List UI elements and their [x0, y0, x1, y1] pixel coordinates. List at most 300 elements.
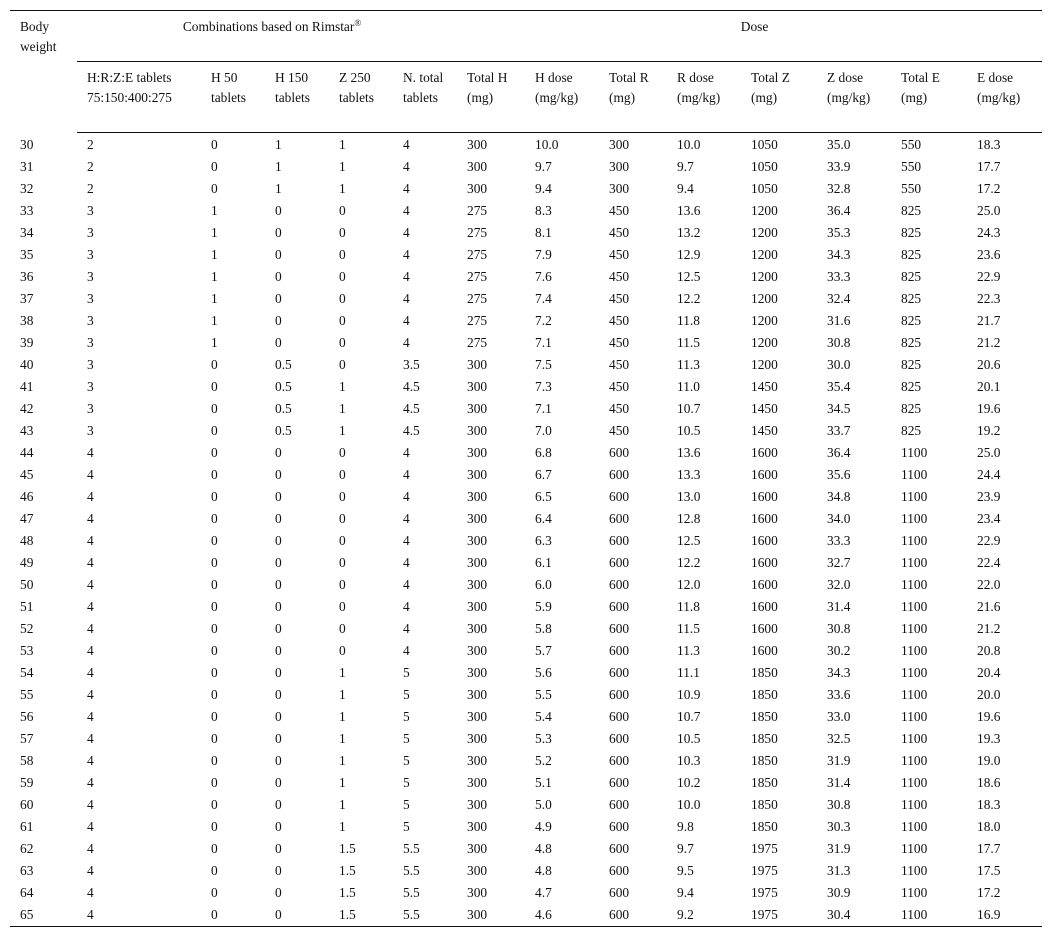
cell-total-tablets: 5	[403, 753, 410, 768]
cell-total-h: 300	[467, 819, 488, 834]
cell-e-dose: 24.3	[977, 225, 1001, 240]
table-row	[10, 618, 1042, 640]
cell-total-e: 1100	[901, 577, 928, 592]
cell-h50-tablets: 0	[211, 159, 218, 174]
cell-r-dose: 11.1	[677, 665, 700, 680]
cell-h150-tablets: 0	[275, 511, 282, 526]
cell-total-tablets: 5	[403, 665, 410, 680]
cell-h-dose: 5.6	[535, 665, 552, 680]
cell-h50-tablets: 0	[211, 357, 218, 372]
cell-h50-tablets: 1	[211, 247, 218, 262]
cell-total-z: 1200	[751, 357, 778, 372]
cell-z250-tablets: 1	[339, 731, 346, 746]
cell-h50-tablets: 0	[211, 577, 218, 592]
cell-e-dose: 19.6	[977, 401, 1001, 416]
cell-r-dose: 10.9	[677, 687, 701, 702]
cell-z250-tablets: 1.5	[339, 863, 356, 878]
cell-r-dose: 9.4	[677, 181, 694, 196]
cell-total-r: 450	[609, 423, 630, 438]
cell-z-dose: 35.3	[827, 225, 851, 240]
cell-z250-tablets: 0	[339, 533, 346, 548]
cell-z250-tablets: 0	[339, 203, 346, 218]
cell-total-e: 825	[901, 401, 922, 416]
cell-h150-tablets: 0	[275, 687, 282, 702]
cell-body-weight: 55	[20, 687, 34, 702]
cell-h-dose: 6.3	[535, 533, 552, 548]
cell-body-weight: 39	[20, 335, 34, 350]
cell-h150-tablets: 0	[275, 291, 282, 306]
cell-h-dose: 8.3	[535, 203, 552, 218]
cell-total-h: 300	[467, 511, 488, 526]
cell-z250-tablets: 1	[339, 797, 346, 812]
cell-h-dose: 5.5	[535, 687, 552, 702]
header-group-combinations	[77, 11, 457, 62]
cell-e-dose: 17.7	[977, 159, 1001, 174]
cell-total-e: 1100	[901, 621, 928, 636]
cell-total-e: 1100	[901, 687, 928, 702]
cell-total-e: 1100	[901, 753, 928, 768]
cell-e-dose: 25.0	[977, 203, 1001, 218]
cell-total-z: 1975	[751, 863, 778, 878]
cell-z-dose: 33.3	[827, 533, 851, 548]
cell-total-z: 1050	[751, 137, 778, 152]
table-row	[10, 288, 1042, 310]
cell-z-dose: 32.7	[827, 555, 851, 570]
cell-total-h: 300	[467, 489, 488, 504]
cell-total-z: 1850	[751, 819, 778, 834]
cell-body-weight: 32	[20, 181, 34, 196]
cell-total-tablets: 5	[403, 731, 410, 746]
header-group-dose: Dose	[457, 11, 1042, 62]
cell-h-dose: 5.4	[535, 709, 552, 724]
cell-h150-tablets: 0.5	[275, 401, 292, 416]
cell-e-dose: 17.2	[977, 885, 1001, 900]
cell-h150-tablets: 0	[275, 467, 282, 482]
cell-total-z: 1850	[751, 665, 778, 680]
cell-total-r: 600	[609, 797, 630, 812]
cell-total-tablets: 4	[403, 599, 410, 614]
cell-e-dose: 17.7	[977, 841, 1001, 856]
cell-hrze-tablets: 4	[87, 709, 94, 724]
table-row	[10, 596, 1042, 618]
table-row	[10, 200, 1042, 222]
cell-z250-tablets: 1	[339, 775, 346, 790]
cell-total-tablets: 4	[403, 247, 410, 262]
cell-h50-tablets: 0	[211, 885, 218, 900]
table-row	[10, 464, 1042, 486]
cell-r-dose: 9.2	[667, 904, 741, 927]
header-col-z-dose: Z dose (mg/kg)	[817, 62, 891, 133]
table-row	[10, 266, 1042, 288]
cell-h-dose: 9.7	[535, 159, 552, 174]
cell-hrze-tablets: 4	[87, 555, 94, 570]
cell-total-e: 1100	[901, 511, 928, 526]
cell-total-h: 300	[467, 423, 488, 438]
cell-body-weight: 31	[20, 159, 34, 174]
cell-h50-tablets: 0	[211, 379, 218, 394]
cell-e-dose: 25.0	[977, 445, 1001, 460]
cell-z250-tablets: 1	[339, 709, 346, 724]
cell-z250-tablets: 0	[339, 225, 346, 240]
table-row	[10, 684, 1042, 706]
cell-z250-tablets: 1	[339, 379, 346, 394]
cell-h50-tablets: 0	[211, 401, 218, 416]
cell-z-dose: 32.5	[827, 731, 851, 746]
cell-hrze-tablets: 4	[87, 599, 94, 614]
cell-body-weight: 52	[20, 621, 34, 636]
cell-hrze-tablets: 4	[87, 467, 94, 482]
cell-total-r: 600	[609, 621, 630, 636]
cell-total-h: 300	[467, 775, 488, 790]
cell-hrze-tablets: 4	[87, 489, 94, 504]
cell-z-dose: 35.6	[827, 467, 851, 482]
header-col-r-dose: R dose (mg/kg)	[667, 62, 741, 133]
cell-total-e: 825	[901, 313, 922, 328]
cell-total-r: 600	[609, 863, 630, 878]
cell-h150-tablets: 0	[275, 731, 282, 746]
cell-total-e: 1100	[901, 841, 928, 856]
cell-total-z: 1600	[751, 533, 778, 548]
cell-total-z: 1450	[751, 401, 778, 416]
cell-z250-tablets: 1	[339, 687, 346, 702]
cell-h-dose: 4.8	[535, 863, 552, 878]
cell-h-dose: 4.8	[535, 841, 552, 856]
cell-r-dose: 12.2	[677, 555, 701, 570]
header-group-combinations-label: Combinations based on Rimstar	[182, 19, 355, 34]
header-col-total-h: Total H (mg)	[457, 62, 525, 133]
cell-e-dose: 19.2	[977, 423, 1001, 438]
cell-body-weight: 65	[10, 904, 77, 927]
cell-h-dose: 7.9	[535, 247, 552, 262]
cell-z250-tablets: 0	[339, 621, 346, 636]
cell-z250-tablets: 1	[339, 819, 346, 834]
cell-z250-tablets: 0	[339, 511, 346, 526]
cell-z-dose: 36.4	[827, 203, 851, 218]
cell-r-dose: 13.6	[677, 445, 701, 460]
cell-hrze-tablets: 4	[87, 797, 94, 812]
cell-total-tablets: 4	[403, 313, 410, 328]
cell-total-r: 600	[609, 885, 630, 900]
cell-r-dose: 9.8	[677, 819, 694, 834]
cell-total-tablets: 4	[403, 291, 410, 306]
cell-z-dose: 30.9	[827, 885, 851, 900]
cell-h-dose: 6.7	[535, 467, 552, 482]
cell-z250-tablets: 1.5	[329, 904, 393, 927]
cell-z-dose: 35.4	[827, 379, 851, 394]
cell-r-dose: 11.3	[677, 357, 700, 372]
cell-z-dose: 31.9	[827, 753, 851, 768]
table-row	[10, 838, 1042, 860]
cell-total-tablets: 4	[403, 269, 410, 284]
cell-total-r: 450	[609, 247, 630, 262]
cell-body-weight: 63	[20, 863, 34, 878]
cell-h50-tablets: 0	[211, 775, 218, 790]
cell-z-dose: 30.3	[827, 819, 851, 834]
cell-total-z: 1600	[751, 643, 778, 658]
cell-total-h: 300	[467, 137, 488, 152]
table-row	[10, 794, 1042, 816]
cell-total-tablets: 4	[403, 137, 410, 152]
cell-total-h: 300	[467, 379, 488, 394]
cell-h-dose: 8.1	[535, 225, 552, 240]
cell-total-z: 1975	[751, 885, 778, 900]
cell-body-weight: 56	[20, 709, 34, 724]
cell-h50-tablets: 0	[211, 423, 218, 438]
cell-body-weight: 48	[20, 533, 34, 548]
cell-total-h: 275	[467, 291, 488, 306]
table-row	[10, 442, 1042, 464]
cell-body-weight: 35	[20, 247, 34, 262]
cell-e-dose: 21.7	[977, 313, 1001, 328]
cell-h-dose: 5.3	[535, 731, 552, 746]
cell-body-weight: 36	[20, 269, 34, 284]
cell-z250-tablets: 1	[339, 401, 346, 416]
cell-e-dose: 20.0	[977, 687, 1001, 702]
cell-h150-tablets: 0	[275, 643, 282, 658]
cell-body-weight: 53	[20, 643, 34, 658]
cell-total-r: 600	[609, 643, 630, 658]
cell-z-dose: 33.9	[827, 159, 851, 174]
cell-hrze-tablets: 4	[87, 445, 94, 460]
cell-hrze-tablets: 3	[87, 335, 94, 350]
cell-z-dose: 31.9	[827, 841, 851, 856]
cell-e-dose: 19.6	[977, 709, 1001, 724]
cell-e-dose: 20.8	[977, 643, 1001, 658]
cell-e-dose: 22.4	[977, 555, 1001, 570]
cell-body-weight: 54	[20, 665, 34, 680]
cell-total-e: 1100	[901, 731, 928, 746]
cell-total-r: 600	[609, 489, 630, 504]
cell-z250-tablets: 1	[339, 423, 346, 438]
cell-r-dose: 10.3	[677, 753, 701, 768]
cell-body-weight: 37	[20, 291, 34, 306]
cell-total-r: 600	[609, 665, 630, 680]
cell-z250-tablets: 0	[339, 599, 346, 614]
cell-total-z: 1975	[741, 904, 817, 927]
cell-total-e: 1100	[901, 797, 928, 812]
cell-e-dose: 20.6	[977, 357, 1001, 372]
cell-total-r: 600	[609, 445, 630, 460]
cell-h50-tablets: 0	[201, 904, 265, 927]
cell-e-dose: 18.3	[977, 797, 1001, 812]
cell-body-weight: 40	[20, 357, 34, 372]
cell-h150-tablets: 0	[275, 599, 282, 614]
cell-z-dose: 31.4	[827, 599, 851, 614]
cell-total-e: 1100	[901, 467, 928, 482]
cell-total-tablets: 4	[403, 555, 410, 570]
table-row	[10, 860, 1042, 882]
cell-total-r: 600	[609, 819, 630, 834]
cell-h-dose: 5.9	[535, 599, 552, 614]
cell-hrze-tablets: 3	[87, 313, 94, 328]
cell-e-dose: 23.9	[977, 489, 1001, 504]
cell-z250-tablets: 0	[339, 643, 346, 658]
cell-r-dose: 11.8	[677, 599, 700, 614]
cell-hrze-tablets: 4	[87, 753, 94, 768]
cell-hrze-tablets: 3	[87, 357, 94, 372]
cell-h50-tablets: 0	[211, 665, 218, 680]
cell-h50-tablets: 1	[211, 225, 218, 240]
cell-h50-tablets: 1	[211, 335, 218, 350]
cell-hrze-tablets: 3	[87, 269, 94, 284]
cell-total-tablets: 5	[403, 687, 410, 702]
table-row	[10, 310, 1042, 332]
cell-r-dose: 13.0	[677, 489, 701, 504]
cell-total-r: 600	[609, 841, 630, 856]
cell-z250-tablets: 0	[339, 357, 346, 372]
cell-total-tablets: 4	[403, 533, 410, 548]
cell-hrze-tablets: 4	[87, 665, 94, 680]
cell-z250-tablets: 1	[339, 753, 346, 768]
cell-total-z: 1200	[751, 247, 778, 262]
cell-total-e: 550	[901, 137, 922, 152]
cell-total-tablets: 4.5	[403, 423, 420, 438]
cell-total-h: 300	[467, 533, 488, 548]
cell-hrze-tablets: 2	[87, 181, 94, 196]
cell-z-dose: 34.8	[827, 489, 851, 504]
cell-z-dose: 34.5	[827, 401, 851, 416]
cell-total-h: 300	[467, 357, 488, 372]
cell-total-r: 300	[609, 159, 630, 174]
cell-total-z: 1850	[751, 775, 778, 790]
cell-h50-tablets: 0	[211, 533, 218, 548]
cell-h150-tablets: 0	[275, 709, 282, 724]
cell-h150-tablets: 0	[275, 841, 282, 856]
cell-total-tablets: 5.5	[393, 904, 457, 927]
cell-total-e: 1100	[901, 819, 928, 834]
cell-hrze-tablets: 2	[87, 137, 94, 152]
cell-z250-tablets: 0	[339, 291, 346, 306]
cell-e-dose: 24.4	[977, 467, 1001, 482]
cell-h-dose: 7.1	[535, 335, 552, 350]
cell-z-dose: 30.2	[827, 643, 851, 658]
cell-total-h: 275	[467, 313, 488, 328]
cell-h150-tablets: 0	[275, 533, 282, 548]
cell-body-weight: 60	[20, 797, 34, 812]
cell-e-dose: 22.3	[977, 291, 1001, 306]
cell-z250-tablets: 0	[339, 445, 346, 460]
cell-body-weight: 38	[20, 313, 34, 328]
cell-h-dose: 5.0	[535, 797, 552, 812]
cell-e-dose: 22.9	[977, 533, 1001, 548]
cell-h50-tablets: 1	[211, 291, 218, 306]
cell-z250-tablets: 1	[339, 159, 346, 174]
cell-e-dose: 18.6	[977, 775, 1001, 790]
cell-z-dose: 34.3	[827, 665, 851, 680]
cell-total-h: 300	[467, 731, 488, 746]
cell-h50-tablets: 0	[211, 511, 218, 526]
cell-h150-tablets: 0	[275, 555, 282, 570]
cell-hrze-tablets: 3	[87, 423, 94, 438]
cell-e-dose: 16.9	[967, 904, 1042, 927]
cell-z250-tablets: 1	[339, 665, 346, 680]
cell-total-z: 1450	[751, 423, 778, 438]
table-row	[10, 178, 1042, 200]
cell-z250-tablets: 1	[339, 137, 346, 152]
cell-hrze-tablets: 3	[87, 247, 94, 262]
cell-hrze-tablets: 3	[87, 225, 94, 240]
cell-total-z: 1200	[751, 225, 778, 240]
dose-table	[10, 10, 1042, 927]
cell-total-tablets: 4	[403, 335, 410, 350]
cell-total-r: 600	[609, 467, 630, 482]
cell-h150-tablets: 0	[275, 225, 282, 240]
cell-hrze-tablets: 4	[87, 621, 94, 636]
header-col-h150-tablets: H 150 tablets	[265, 62, 329, 133]
cell-body-weight: 51	[20, 599, 34, 614]
cell-total-h: 300	[467, 467, 488, 482]
header-col-hrze-tablets: H:R:Z:E tablets 75:150:400:275	[77, 62, 201, 133]
cell-total-h: 275	[467, 225, 488, 240]
cell-total-e: 1100	[901, 555, 928, 570]
header-body-weight: Body weight	[10, 11, 77, 133]
cell-r-dose: 11.5	[677, 335, 700, 350]
cell-z-dose: 32.4	[827, 291, 851, 306]
cell-total-e: 1100	[901, 533, 928, 548]
cell-total-e: 1100	[901, 885, 928, 900]
cell-total-r: 450	[609, 269, 630, 284]
registered-mark: ®	[354, 18, 362, 28]
cell-z-dose: 33.0	[827, 709, 851, 724]
cell-body-weight: 47	[20, 511, 34, 526]
cell-z-dose: 36.4	[827, 445, 851, 460]
cell-total-e: 825	[901, 357, 922, 372]
cell-r-dose: 13.6	[677, 203, 701, 218]
table-row	[10, 728, 1042, 750]
cell-r-dose: 9.5	[677, 863, 694, 878]
cell-h50-tablets: 0	[211, 181, 218, 196]
cell-total-tablets: 4	[403, 643, 410, 658]
cell-h50-tablets: 0	[211, 621, 218, 636]
cell-e-dose: 22.0	[977, 577, 1001, 592]
cell-z-dose: 34.3	[827, 247, 851, 262]
cell-e-dose: 18.3	[977, 137, 1001, 152]
cell-total-tablets: 5	[403, 819, 410, 834]
cell-total-r: 600	[609, 577, 630, 592]
cell-total-h: 300	[467, 863, 488, 878]
cell-h150-tablets: 0.5	[275, 357, 292, 372]
cell-z-dose: 31.4	[827, 775, 851, 790]
cell-z-dose: 32.8	[827, 181, 851, 196]
cell-total-h: 300	[467, 797, 488, 812]
cell-z-dose: 30.8	[827, 335, 851, 350]
cell-hrze-tablets: 4	[87, 533, 94, 548]
cell-h-dose: 6.8	[535, 445, 552, 460]
table-row	[10, 420, 1042, 442]
table-row	[10, 904, 1042, 927]
cell-h-dose: 7.1	[535, 401, 552, 416]
table-row	[10, 486, 1042, 508]
cell-h-dose: 6.0	[535, 577, 552, 592]
cell-z250-tablets: 0	[339, 577, 346, 592]
cell-hrze-tablets: 4	[87, 687, 94, 702]
table-row	[10, 398, 1042, 420]
cell-h150-tablets: 0.5	[275, 423, 292, 438]
cell-h150-tablets: 0	[275, 621, 282, 636]
cell-total-tablets: 4	[403, 181, 410, 196]
table-row	[10, 750, 1042, 772]
cell-h-dose: 5.2	[535, 753, 552, 768]
cell-z250-tablets: 0	[339, 313, 346, 328]
cell-total-e: 825	[901, 247, 922, 262]
cell-h150-tablets: 0	[275, 269, 282, 284]
cell-z-dose: 33.6	[827, 687, 851, 702]
cell-h50-tablets: 0	[211, 709, 218, 724]
cell-total-z: 1200	[751, 335, 778, 350]
cell-z250-tablets: 1	[339, 181, 346, 196]
cell-total-e: 550	[901, 159, 922, 174]
cell-e-dose: 21.2	[977, 621, 1001, 636]
